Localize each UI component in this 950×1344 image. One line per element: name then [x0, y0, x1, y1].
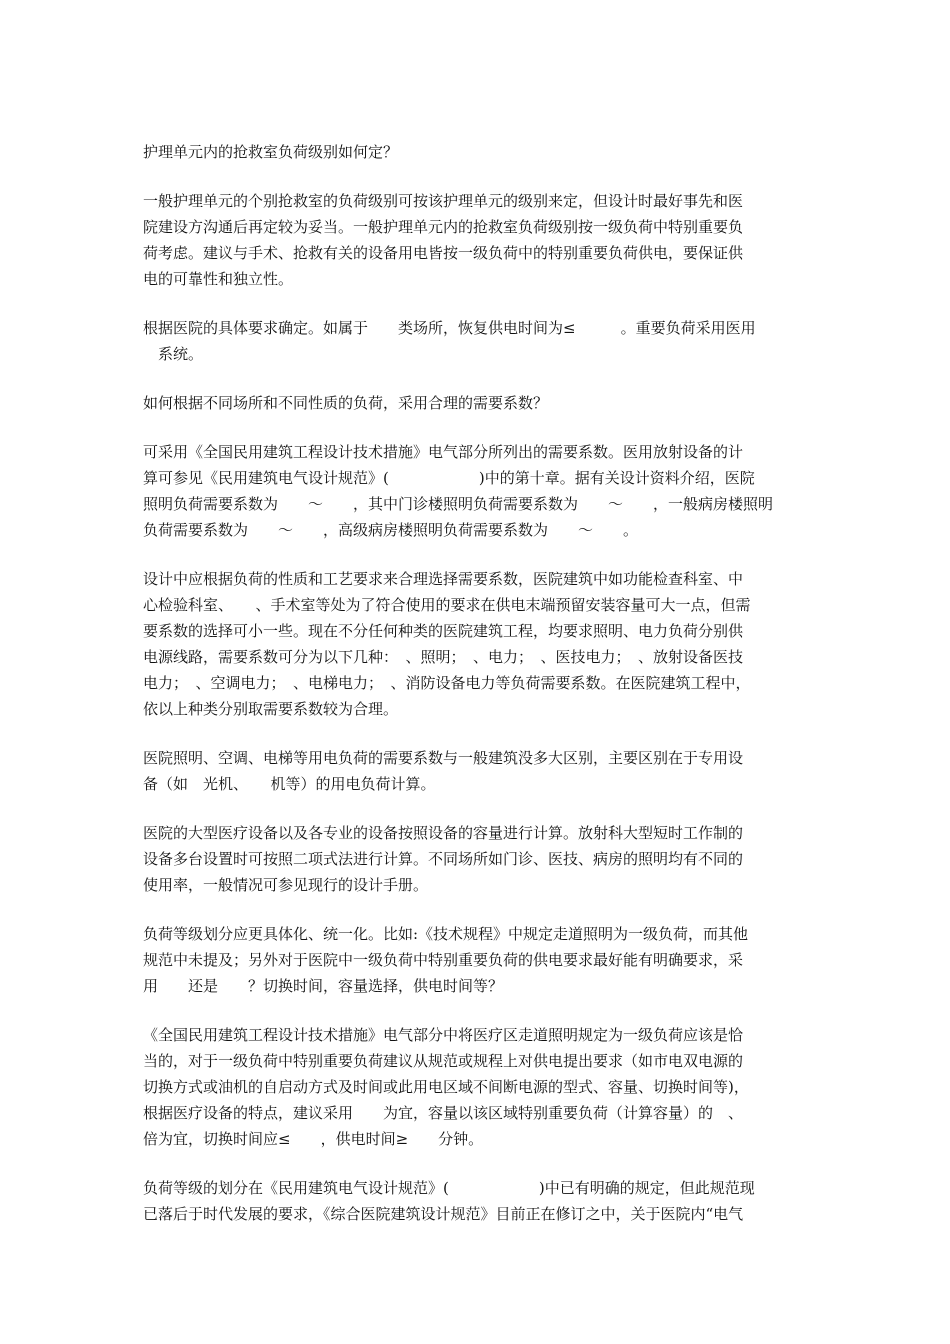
text-line: 依以上种类分别取需要系数较为合理。: [143, 700, 399, 718]
text-line: 负荷需要系数为 ～ ，高级病房楼照明负荷需要系数为 ～ 。: [143, 521, 639, 539]
paragraph-8: [143, 820, 813, 898]
paragraph-9: [143, 921, 813, 999]
text-line: 要系数的选择可小一些。现在不分任何种类的医院建筑工程，均要求照明、电力负荷分别供: [143, 622, 744, 640]
paragraph-11: [143, 1175, 813, 1227]
text-line: 可采用《全国民用建筑工程设计技术措施》电气部分所列出的需要系数。医用放射设备的计: [143, 443, 744, 461]
text-line: 系统。: [143, 345, 204, 363]
text-line: 医院照明、空调、电梯等用电负荷的需要系数与一般建筑没多大区别，主要区别在于专用设: [143, 749, 744, 767]
paragraph-7: [143, 745, 813, 797]
text-line: 切换方式或油机的自启动方式及时间或此用电区域不间断电源的型式、容量、切换时间等)，: [143, 1078, 749, 1096]
text-line: 护理单元内的抢救室负荷级别如何定？: [143, 143, 399, 161]
paragraph-5: [143, 439, 813, 543]
text-line: 倍为宜，切换时间应≤ ，供电时间≥ 分钟。: [143, 1130, 484, 1148]
text-line: 负荷等级的划分在《民用建筑电气设计规范》( )中已有明确的规定，但此规范现: [143, 1179, 755, 1197]
text-line: 设备多台设置时可按照二项式法进行计算。不同场所如门诊、医技、病房的照明均有不同的: [143, 850, 744, 868]
document-body: [143, 139, 813, 1250]
text-line: 院建设方沟通后再定较为妥当。一般护理单元内的抢救室负荷级别按一级负荷中特别重要负: [143, 218, 744, 236]
text-line: 设计中应根据负荷的性质和工艺要求来合理选择需要系数，医院建筑中如功能检查科室、中: [143, 570, 744, 588]
text-line: 当的，对于一级负荷中特别重要负荷建议从规范或规程上对供电提出要求（如市电双电源的: [143, 1052, 744, 1070]
text-line: 已落后于时代发展的要求，《综合医院建筑设计规范》目前正在修订之中，关于医院内“电气: [143, 1205, 744, 1223]
text-line: 照明负荷需要系数为 ～ ，其中门诊楼照明负荷需要系数为 ～ ，一般病房楼照明: [143, 495, 774, 513]
text-line: 医院的大型医疗设备以及各专业的设备按照设备的容量进行计算。放射科大型短时工作制的: [143, 824, 744, 842]
text-line: 负荷等级划分应更具体化、统一化。比如:《技术规程》中规定走道照明为一级负荷，而其他: [143, 925, 749, 943]
text-line: 一般护理单元的个别抢救室的负荷级别可按该护理单元的级别来定，但设计时最好事先和医: [143, 192, 744, 210]
text-line: 电力； 、空调电力； 、电梯电力； 、消防设备电力等负荷需要系数。在医院建筑工程中，: [143, 674, 751, 692]
text-line: 电的可靠性和独立性。: [143, 270, 294, 288]
text-line: 根据医疗设备的特点，建议采用 为宜，容量以该区域特别重要负荷（计算容量）的 、: [143, 1104, 744, 1122]
text-line: 心检验科室、 、手术室等处为了符合使用的要求在供电末端预留安装容量可大一点，但需: [143, 596, 751, 614]
text-line: 《全国民用建筑工程设计技术措施》电气部分中将医疗区走道照明规定为一级负荷应该是恰: [143, 1026, 744, 1044]
paragraph-3: [143, 315, 813, 367]
text-line: 荷考虑。建议与手术、抢救有关的设备用电皆按一级负荷中的特别重要负荷供电，要保证供: [143, 244, 744, 262]
paragraph-10: [143, 1022, 813, 1152]
paragraph-1: [143, 139, 813, 165]
paragraph-6: [143, 566, 813, 722]
paragraph-4: [143, 390, 813, 416]
text-line: 使用率，一般情况可参见现行的设计手册。: [143, 876, 429, 894]
text-line: 规范中未提及；另外对于医院中一级负荷中特别重要负荷的供电要求最好能有明确要求，采: [143, 951, 744, 969]
text-line: 用 还是 ？切换时间，容量选择，供电时间等？: [143, 977, 504, 995]
text-line: 算可参见《民用建筑电气设计规范》( )中的第十章。据有关设计资料介绍，医院: [143, 469, 755, 487]
text-line: 电源线路，需要系数可分为以下几种： 、照明； 、电力； 、医技电力； 、放射设备医技: [143, 648, 744, 666]
text-line: 如何根据不同场所和不同性质的负荷，采用合理的需要系数？: [143, 394, 549, 412]
text-line: 备（如 光机、 机等）的用电负荷计算。: [143, 775, 436, 793]
paragraph-2: [143, 188, 813, 292]
text-line: 根据医院的具体要求确定。如属于 类场所，恢复供电时间为≤ 。重要负荷采用医用: [143, 319, 756, 337]
